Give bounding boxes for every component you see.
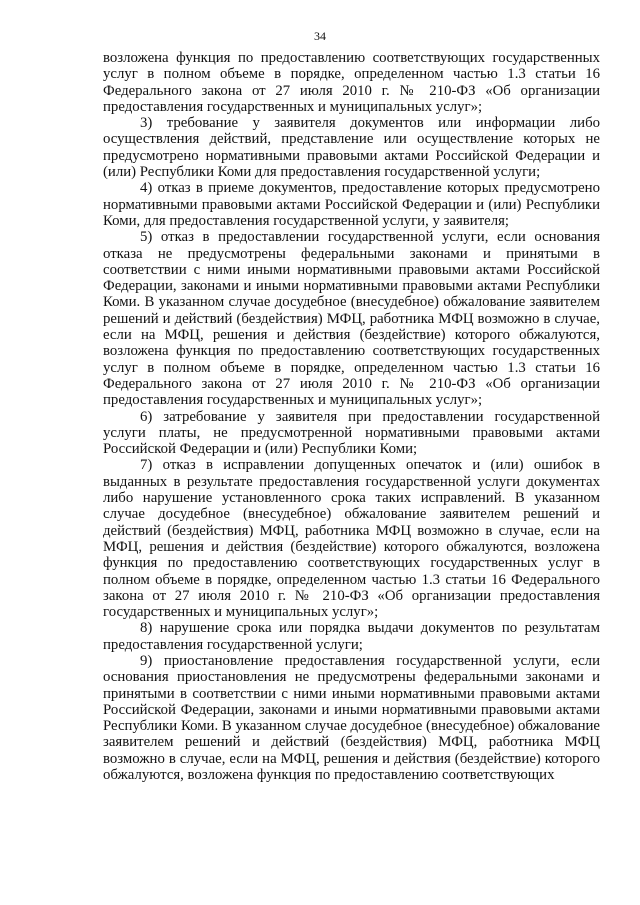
- paragraph-item-4: 4) отказ в приеме документов, предоставление которых предусмотрено нормативными правовыми актами Российской Федерации и (или) Республики Коми, для предоставления государственной услуги, у заявителя;: [103, 180, 600, 229]
- paragraph-item-3: 3) требование у заявителя документов или информации либо осуществления действий, представление или осуществление которых не предусмотрено нормативными правовыми актами Российской Федерации и (или) Республики Коми для предоставления государственной услуги;: [103, 115, 600, 181]
- paragraph-continuation: возложена функция по предоставлению соответствующих государственных услуг в полном объеме в порядке, определенном частью 1.3 статьи 16 Федерального закона от 27 июля 2010 г. № 210-ФЗ «Об организации предоставления государственных и муниципальных услуг»;: [103, 50, 600, 115]
- paragraph-item-8: 8) нарушение срока или порядка выдачи документов по результатам предоставления государственной услуги;: [103, 620, 600, 653]
- paragraph-item-9: 9) приостановление предоставления государственной услуги, если основания приостановления не предусмотрены федеральными законами и принятыми в соответствии с ними иными нормативными правовыми актами Российской Федерации, законами и иными нормативными правовыми актами Республики Коми. В указанном случае досудебное (внесудебное) обжалование заявителем решений и действий (бездействия) МФЦ, работника МФЦ возможно в случае, если на МФЦ, решения и действия (бездействие) которого обжалуются, возложена функция по предоставлению соответствующих: [103, 652, 600, 784]
- paragraph-item-5: 5) отказ в предоставлении государственной услуги, если основания отказа не предусмотрены федеральными законами и принятыми в соответствии с ними иными нормативными правовыми актами Российской Федерации, законами и иными нормативными правовыми актами Республики Коми. В указанном случае досудебное (внесудебное) обжалование заявителем решений и действий (бездействия) МФЦ, работника МФЦ возможно в случае, если на МФЦ, решения и действия (бездействие) которого обжалуются, возложена функция по предоставлению соответствующих государственных услуг в полном объеме в порядке, определенном частью 1.3 статьи 16 Федерального закона от 27 июля 2010 г. № 210-ФЗ «Об организации предоставления государственных и муниципальных услуг»;: [103, 229, 600, 409]
- document-body: [103, 50, 600, 783]
- paragraph-item-7: 7) отказ в исправлении допущенных опечаток и (или) ошибок в выданных в результате предоставления государственной услуги документах либо нарушение установленного срока таких исправлений. В указанном случае досудебное (внесудебное) обжалование заявителем решений и действий (бездействия) МФЦ, работника МФЦ возможно в случае, если на МФЦ, решения и действия (бездействие) которого обжалуются, возложена функция по предоставлению соответствующих государственных услуг в полном объеме в порядке, определенном частью 1.3 статьи 16 Федерального закона от 27 июля 2010 г. № 210-ФЗ «Об организации предоставления государственных и муниципальных услуг»;: [103, 457, 600, 621]
- page-number: 34: [314, 29, 326, 43]
- paragraph-item-6: 6) затребование у заявителя при предоставлении государственной услуги платы, не предусмотренной нормативными правовыми актами Российской Федерации и (или) Республики Коми;: [103, 408, 600, 458]
